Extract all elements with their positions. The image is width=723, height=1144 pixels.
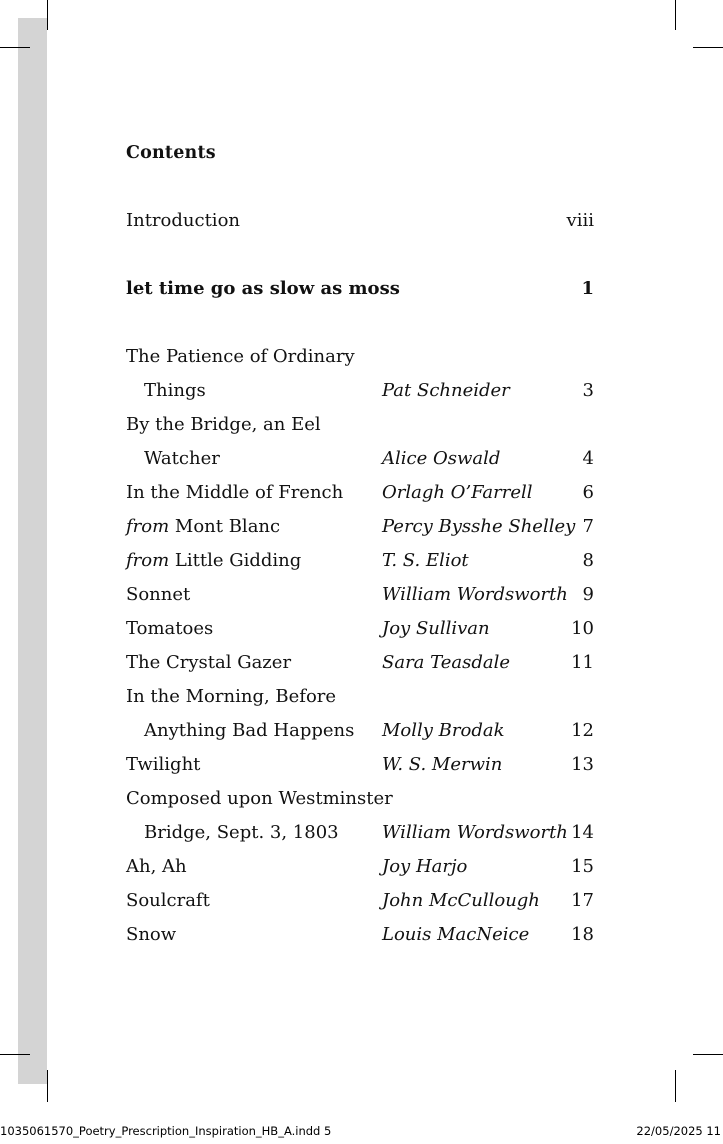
toc-entry-line[interactable] (126, 922, 594, 956)
toc-entry-title-text: Composed upon Westminster (126, 788, 393, 809)
toc-entry-author: Louis MacNeice (382, 924, 530, 945)
crop-mark-bottom-right-v (675, 1070, 676, 1102)
toc-entry-title (126, 344, 355, 370)
toc-entry-line[interactable] (126, 684, 594, 718)
toc-entry-page: 11 (571, 652, 594, 673)
toc-entry-line[interactable] (126, 412, 594, 446)
toc-entry-page: 12 (571, 720, 594, 741)
toc-entry-title (126, 616, 213, 642)
crop-mark-bottom-left-v (47, 1070, 48, 1102)
toc-entry-prefix: from (126, 516, 170, 537)
toc-entry-title (126, 888, 210, 914)
toc-entry-title (126, 548, 301, 574)
toc-entry-title-text: Things (144, 380, 206, 401)
toc-entry-title-text: By the Bridge, an Eel (126, 414, 321, 435)
toc-entry-title-text: In the Morning, Before (126, 686, 337, 707)
toc-entry-line[interactable] (126, 616, 594, 650)
toc-entry-title (126, 786, 393, 812)
toc-entry-title (126, 582, 190, 608)
crop-mark-bottom-left-h (0, 1054, 30, 1055)
toc-entry-author: William Wordsworth (382, 822, 568, 843)
toc-entry-author: T. S. Eliot (382, 550, 469, 571)
toc-entry-page: 13 (571, 754, 594, 775)
toc-entry-title-text: Sonnet (126, 584, 191, 605)
toc-entry-author: Sara Teasdale (382, 652, 511, 673)
toc-entry-title-text: In the Middle of French (126, 482, 344, 503)
toc-entry-list (126, 344, 594, 956)
toc-entry-title-text: Tomatoes (126, 618, 214, 639)
toc-entry-title-text: Twilight (126, 754, 201, 775)
toc-entry-page: 6 (582, 482, 594, 503)
toc-entry-title-text: Anything Bad Happens (144, 720, 355, 741)
toc-entry-page: 8 (582, 550, 594, 571)
toc-entry-title-text: The Crystal Gazer (126, 652, 292, 673)
toc-entry-title (126, 922, 176, 948)
toc-entry-line[interactable] (126, 514, 594, 548)
bleed-margin-strip (18, 18, 47, 1084)
toc-entry-title (126, 480, 343, 506)
toc-section-title: let time go as slow as moss (126, 278, 400, 299)
toc-entry-line[interactable] (126, 888, 594, 922)
toc-entry-title (144, 446, 220, 472)
crop-mark-top-left-v (47, 0, 48, 30)
toc-entry-title-text: The Patience of Ordinary (126, 346, 355, 367)
toc-entry-line[interactable] (126, 650, 594, 684)
toc-entry-page: 4 (582, 448, 594, 469)
toc-entry-line[interactable] (126, 752, 594, 786)
toc-entry-author: W. S. Merwin (382, 754, 503, 775)
toc-entry-title-text: Soulcraft (126, 890, 210, 911)
toc-entry-line[interactable] (126, 820, 594, 854)
toc-entry-title-text: Ah, Ah (126, 856, 187, 877)
toc-entry-title (126, 854, 187, 880)
toc-entry-line[interactable] (126, 344, 594, 378)
toc-entry-line[interactable] (126, 718, 594, 752)
toc-entry-title-text: Snow (126, 924, 177, 945)
toc-introduction-title: Introduction (126, 210, 240, 231)
toc-entry-page: 17 (571, 890, 594, 911)
toc-entry-title-text: Little Gidding (169, 550, 302, 571)
toc-entry-title (126, 412, 321, 438)
toc-section-row[interactable] (126, 277, 594, 301)
toc-entry-line[interactable] (126, 582, 594, 616)
toc-entry-page: 7 (582, 516, 594, 537)
toc-entry-line[interactable] (126, 548, 594, 582)
toc-entry-author: Joy Harjo (382, 856, 468, 877)
toc-entry-line[interactable] (126, 378, 594, 412)
toc-entry-line[interactable] (126, 854, 594, 888)
toc-entry-title (144, 820, 339, 846)
slug-file-info: 1035061570_Poetry_Prescription_Inspiration_HB_A.indd 5 (0, 1124, 332, 1138)
toc-entry-title (144, 378, 206, 404)
crop-mark-top-right-h (693, 47, 723, 48)
toc-entry-author: Joy Sullivan (382, 618, 490, 639)
toc-entry-author: John McCullough (382, 890, 540, 911)
toc-section-page: 1 (581, 278, 594, 299)
toc-entry-title (126, 752, 200, 778)
contents-heading: Contents (126, 143, 216, 163)
toc-entry-line[interactable] (126, 446, 594, 480)
toc-entry-page: 14 (571, 822, 594, 843)
slug-timestamp: 22/05/2025 11 (636, 1124, 721, 1138)
toc-entry-page: 3 (582, 380, 594, 401)
toc-introduction-page: viii (566, 210, 594, 231)
toc-entry-author: Molly Brodak (382, 720, 505, 741)
toc-entry-page: 10 (571, 618, 594, 639)
toc-entry-title (126, 514, 280, 540)
toc-entry-title (126, 684, 336, 710)
toc-entry-line[interactable] (126, 480, 594, 514)
crop-mark-top-left-h (0, 47, 30, 48)
toc-entry-page: 15 (571, 856, 594, 877)
toc-entry-line[interactable] (126, 786, 594, 820)
toc-entry-author: Percy Bysshe Shelley (382, 516, 576, 537)
toc-entry-author: Alice Oswald (382, 448, 501, 469)
toc-entry-title (126, 650, 291, 676)
toc-entry-title-text: Bridge, Sept. 3, 1803 (144, 822, 339, 843)
toc-entry-author: Orlagh O’Farrell (382, 482, 533, 503)
toc-entry-title-text: Watcher (144, 448, 220, 469)
toc-entry-prefix: from (126, 550, 170, 571)
crop-mark-bottom-right-h (693, 1054, 723, 1055)
crop-mark-top-right-v (675, 0, 676, 30)
toc-entry-title (144, 718, 354, 744)
toc-entry-page: 18 (571, 924, 594, 945)
toc-entry-author: William Wordsworth (382, 584, 568, 605)
toc-entry-title-text: Mont Blanc (169, 516, 281, 537)
toc-entry-page: 9 (582, 584, 594, 605)
toc-introduction-row[interactable] (126, 209, 594, 233)
toc-entry-author: Pat Schneider (382, 380, 510, 401)
